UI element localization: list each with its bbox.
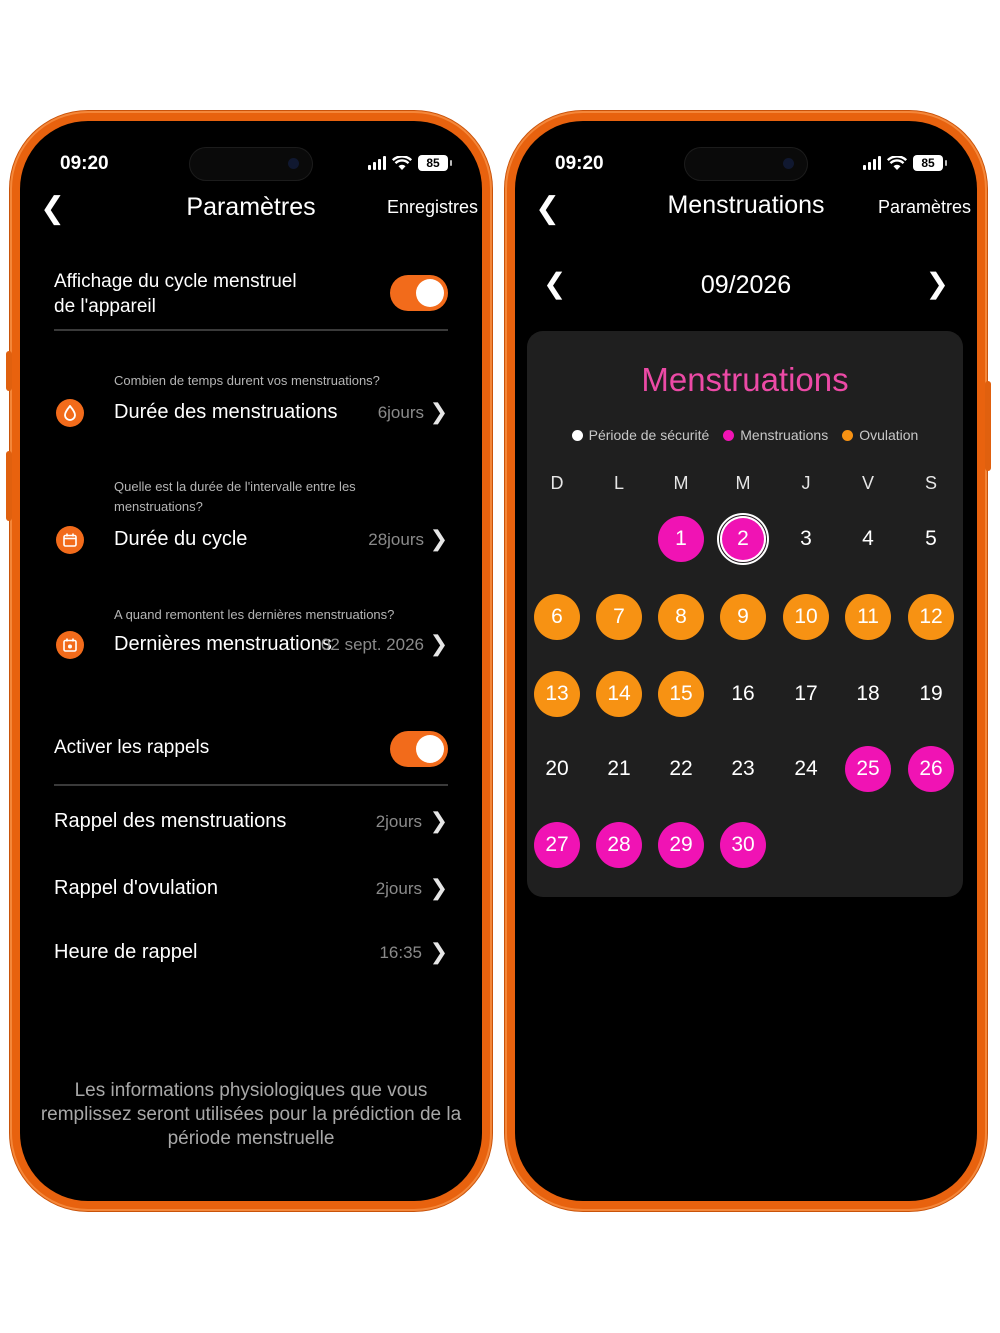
side-button bbox=[985, 381, 991, 471]
calendar-day-21[interactable]: 21 bbox=[607, 757, 631, 780]
calendar-card bbox=[527, 331, 963, 897]
camera-icon bbox=[783, 158, 794, 169]
reminder-time-label: Heure de rappel bbox=[54, 941, 198, 963]
legend-dot bbox=[723, 430, 734, 441]
chevron-right-icon: ❯ bbox=[429, 875, 448, 900]
cycle-duration-question bbox=[114, 477, 356, 517]
cycle-duration-question-line2: menstruations? bbox=[114, 499, 203, 514]
weekday-label: V bbox=[861, 473, 874, 493]
status-time: 09:20 bbox=[555, 153, 604, 174]
wifi-icon bbox=[887, 156, 907, 171]
dynamic-island bbox=[684, 147, 808, 181]
calendar-day-25[interactable]: 25 bbox=[845, 746, 891, 792]
calendar-day-8[interactable]: 8 bbox=[658, 594, 704, 640]
legend-label: Ovulation bbox=[859, 427, 919, 443]
calendar-day-22[interactable]: 22 bbox=[669, 757, 693, 780]
calendar-day-5[interactable]: 5 bbox=[925, 527, 937, 550]
weekday-label: S bbox=[924, 473, 937, 493]
reminder-ovulation-row[interactable] bbox=[54, 875, 448, 905]
side-button bbox=[6, 451, 12, 521]
reminder-period-label: Rappel des menstruations bbox=[54, 810, 287, 832]
reminder-time-row[interactable] bbox=[54, 939, 448, 969]
calendar-day-15[interactable]: 15 bbox=[658, 671, 704, 717]
camera-icon bbox=[288, 158, 299, 169]
calendar-day-7[interactable]: 7 bbox=[596, 594, 642, 640]
dynamic-island bbox=[189, 147, 313, 181]
battery-icon: 85 bbox=[418, 155, 448, 171]
reminders-row bbox=[54, 729, 448, 769]
chevron-right-icon: ❯ bbox=[429, 631, 448, 656]
page-title: Menstruations bbox=[667, 191, 825, 219]
current-month: 09/2026 bbox=[700, 271, 792, 299]
calendar-day-23[interactable]: 23 bbox=[731, 757, 755, 780]
calendar-day-14[interactable]: 14 bbox=[596, 671, 642, 717]
nav-bar bbox=[20, 183, 482, 233]
display-cycle-label-line1: Affichage du cycle menstruel bbox=[54, 271, 297, 292]
back-chevron-icon[interactable]: ❮ bbox=[535, 192, 561, 225]
chevron-right-icon: ❯ bbox=[429, 399, 448, 424]
battery-icon: 85 bbox=[913, 155, 943, 171]
period-duration-value: 6jours bbox=[377, 403, 424, 422]
divider bbox=[54, 784, 448, 786]
cycle-duration-row[interactable] bbox=[54, 526, 448, 556]
phone-calendar bbox=[505, 111, 987, 1211]
chevron-right-icon: ❯ bbox=[429, 808, 448, 833]
legend-item-safe bbox=[572, 427, 710, 443]
calendar-day-13[interactable]: 13 bbox=[534, 671, 580, 717]
side-button bbox=[6, 351, 12, 391]
weekday-label: J bbox=[801, 473, 811, 493]
calendar-day-6[interactable]: 6 bbox=[534, 594, 580, 640]
calendar-day-30[interactable]: 30 bbox=[720, 822, 766, 868]
settings-screen bbox=[20, 121, 482, 1201]
footnote: Les informations physiologiques que vous remplissez seront utilisées pour la prédiction de la période menstruelle bbox=[40, 1080, 462, 1149]
weekday-label: M bbox=[735, 473, 751, 493]
calendar-day-26[interactable]: 26 bbox=[908, 746, 954, 792]
reminder-time-value: 16:35 bbox=[379, 943, 422, 962]
month-navigator bbox=[515, 261, 977, 311]
back-chevron-icon[interactable]: ❮ bbox=[40, 192, 66, 225]
signal-icon bbox=[863, 156, 881, 170]
display-cycle-row bbox=[54, 269, 448, 321]
calendar-day-12[interactable]: 12 bbox=[908, 594, 954, 640]
weekday-label: L bbox=[613, 473, 624, 493]
last-period-row[interactable] bbox=[54, 631, 448, 661]
cycle-duration-question-line1: Quelle est la durée de l'intervalle entre les bbox=[114, 479, 356, 494]
last-period-question: A quand remontent les dernières menstruations? bbox=[114, 607, 395, 622]
legend-label: Période de sécurité bbox=[588, 427, 710, 443]
calendar-day-17[interactable]: 17 bbox=[794, 682, 818, 705]
divider bbox=[54, 329, 448, 331]
calendar-day-19[interactable]: 19 bbox=[919, 682, 943, 705]
calendar-day-18[interactable]: 18 bbox=[856, 682, 880, 705]
status-icons bbox=[863, 155, 943, 171]
chevron-right-icon: ❯ bbox=[429, 526, 448, 551]
reminder-period-row[interactable] bbox=[54, 808, 448, 838]
period-duration-question: Combien de temps durent vos menstruations? bbox=[114, 373, 380, 388]
legend-dot bbox=[842, 430, 853, 441]
signal-icon bbox=[368, 156, 386, 170]
cycle-duration-label: Durée du cycle bbox=[114, 528, 248, 550]
calendar-day-9[interactable]: 9 bbox=[720, 594, 766, 640]
display-cycle-label-line2: de l'appareil bbox=[54, 296, 156, 317]
reminder-ovulation-label: Rappel d'ovulation bbox=[54, 877, 218, 899]
status-icons bbox=[368, 155, 448, 171]
reminders-toggle[interactable] bbox=[390, 731, 448, 767]
calendar-day-11[interactable]: 11 bbox=[845, 594, 891, 640]
legend-item-ovulation bbox=[842, 427, 918, 443]
weekday-label: D bbox=[550, 473, 564, 493]
save-link[interactable]: Enregistres bbox=[386, 197, 478, 217]
last-period-label: Dernières menstruations bbox=[114, 633, 332, 655]
calendar-day-16[interactable]: 16 bbox=[731, 682, 755, 705]
reminders-label: Activer les rappels bbox=[54, 737, 210, 758]
calendar-day-20[interactable]: 20 bbox=[545, 757, 569, 780]
cycle-duration-value: 28jours bbox=[368, 530, 424, 549]
calendar-day-28[interactable]: 28 bbox=[596, 822, 642, 868]
display-cycle-toggle[interactable] bbox=[390, 275, 448, 311]
period-duration-row[interactable] bbox=[54, 399, 448, 429]
period-duration-label: Durée des menstruations bbox=[114, 401, 338, 423]
toggle-knob bbox=[416, 279, 444, 307]
calendar-screen bbox=[515, 121, 977, 1201]
legend-item-menstruation bbox=[723, 427, 828, 443]
page-title: Paramètres bbox=[186, 193, 316, 221]
legend-label: Menstruations bbox=[740, 427, 829, 443]
calendar-title: Menstruations bbox=[641, 361, 849, 398]
calendar-day-10[interactable]: 10 bbox=[783, 594, 829, 640]
calendar-day-1[interactable]: 1 bbox=[658, 516, 704, 562]
legend-dot bbox=[572, 430, 583, 441]
display-cycle-label bbox=[54, 269, 297, 319]
wifi-icon bbox=[392, 156, 412, 171]
prev-month-chevron-icon[interactable]: ❮ bbox=[543, 268, 567, 299]
toggle-knob bbox=[416, 735, 444, 763]
calendar-day-29[interactable]: 29 bbox=[658, 822, 704, 868]
phone-settings bbox=[10, 111, 492, 1211]
legend bbox=[527, 427, 963, 443]
reminder-period-value: 2jours bbox=[375, 812, 422, 831]
next-month-chevron-icon[interactable]: ❯ bbox=[925, 268, 949, 299]
calendar-day-27[interactable]: 27 bbox=[534, 822, 580, 868]
status-time: 09:20 bbox=[60, 153, 109, 174]
calendar-day-2[interactable]: 2 bbox=[720, 516, 766, 562]
weekday-label: M bbox=[673, 473, 689, 493]
calendar-day-24[interactable]: 24 bbox=[794, 757, 818, 780]
calendar-day-4[interactable]: 4 bbox=[862, 527, 874, 550]
nav-bar bbox=[515, 183, 977, 233]
calendar-day-3[interactable]: 3 bbox=[800, 527, 812, 550]
chevron-right-icon: ❯ bbox=[429, 939, 448, 964]
settings-link[interactable]: Paramètres bbox=[877, 197, 971, 217]
last-period-value: 02 sept. 2026 bbox=[320, 635, 424, 654]
reminder-ovulation-value: 2jours bbox=[375, 879, 422, 898]
